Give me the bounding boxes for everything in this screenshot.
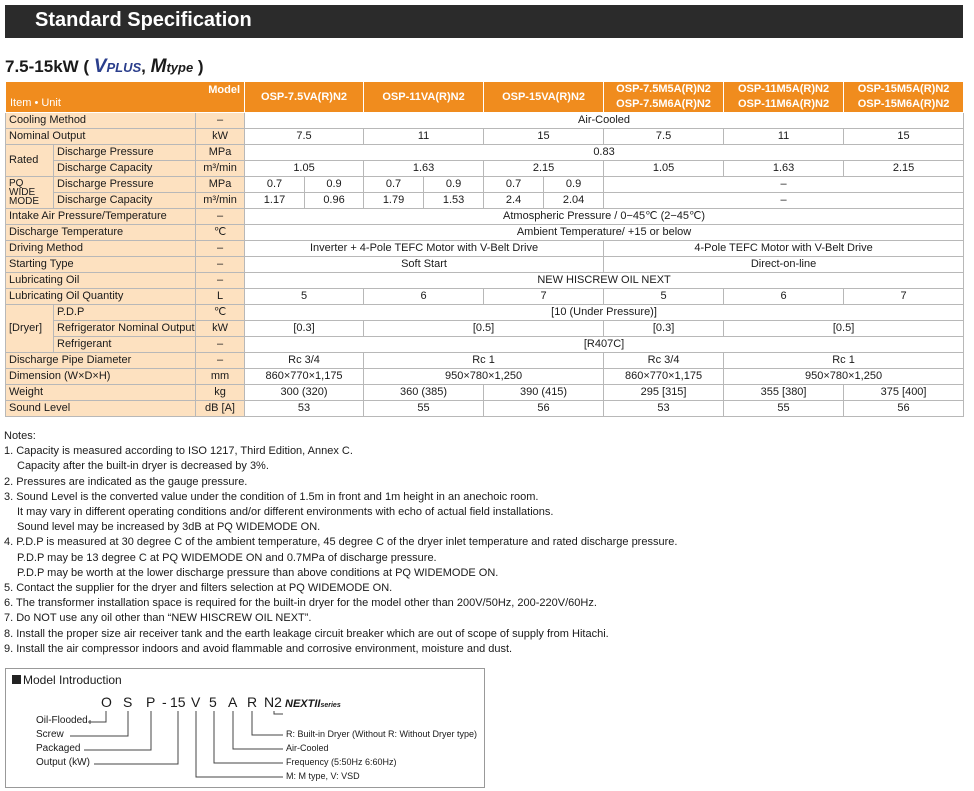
- notes-section: [4, 429, 677, 657]
- code-legend-label: Output (kW): [36, 757, 90, 768]
- table-row: Intake Air Pressure/Temperature – Atmospheric Pressure / 0−45℃ (2−45℃): [6, 209, 964, 225]
- code-legend-label: Screw: [36, 729, 64, 740]
- code-legend-label: R: Built-in Dryer (Without R: Without Dryer type): [286, 729, 478, 739]
- table-row: Discharge Temperature ℃ Ambient Temperature/ +15 or below: [6, 225, 964, 241]
- model-code-char: P: [146, 694, 156, 710]
- table-row: Weight kg 300 (320) 360 (385) 390 (415) 295 [315] 355 [380] 375 [400]: [6, 385, 964, 401]
- model-header: OSP-7.5VA(R)N2: [245, 82, 364, 113]
- model-introduction-box: [5, 668, 485, 788]
- table-row: Driving Method – Inverter + 4-Pole TEFC Motor with V-Belt Drive 4-Pole TEFC Motor with V-Belt Drive: [6, 241, 964, 257]
- note-line: 6. The transformer installation space is required for the built-in dryer for the model other than 200V/50Hz, 200-220V/60Hz.: [4, 597, 597, 610]
- note-line: 1. Capacity is measured according to ISO 1217, Third Edition, Annex C.: [4, 445, 353, 458]
- series-logo: NEXTIIseries: [285, 698, 341, 710]
- model-code-char: -: [162, 694, 167, 710]
- product-range-heading: 7.5-15kW ( VPLUS, Mtype ): [5, 56, 204, 77]
- model-header: OSP-7.5M5A(R)N2 OSP-7.5M6A(R)N2: [604, 82, 724, 113]
- table-row: Discharge Capacity m³/min 1.17 0.96 1.79 1.53 2.4 2.04 –: [6, 193, 964, 209]
- model-code-char: 5: [209, 694, 217, 710]
- note-line: Sound level may be increased by 3dB at PQ WIDEMODE ON.: [17, 521, 321, 534]
- note-line: 2. Pressures are indicated as the gauge pressure.: [4, 475, 248, 488]
- note-line: 5. Contact the supplier for the dryer and filters selection at PQ WIDEMODE ON.: [4, 582, 393, 595]
- model-code-char: V: [191, 694, 201, 710]
- model-code-char: 15: [170, 694, 186, 710]
- model-code-char: R: [247, 694, 258, 710]
- note-line: P.D.P may be 13 degree C at PQ WIDEMODE ON and 0.7MPa of discharge pressure.: [17, 551, 437, 564]
- model-header: OSP-15M5A(R)N2 OSP-15M6A(R)N2: [844, 82, 964, 113]
- model-header: OSP-11VA(R)N2: [364, 82, 484, 113]
- model-code-char: N2: [264, 694, 282, 710]
- header-corner: Model Item • Unit: [6, 82, 245, 113]
- table-row: Refrigerant – [R407C]: [6, 337, 964, 353]
- table-row: Refrigerator Nominal Output kW [0.3] [0.5] [0.3] [0.5]: [6, 321, 964, 337]
- section-title: Standard Specification: [35, 9, 252, 31]
- code-legend-label: Frequency (5:50Hz 6:60Hz): [286, 757, 397, 767]
- model-header: OSP-15VA(R)N2: [484, 82, 604, 113]
- table-row: PQ WIDE MODE Discharge Pressure MPa 0.7 0.9 0.7 0.9 0.7 0.9 –: [6, 177, 964, 193]
- table-row: Lubricating Oil Quantity L 5 6 7 5 6 7: [6, 289, 964, 305]
- note-line: P.D.P may be worth at the lower discharge pressure than above conditions at PQ WIDEMODE ON.: [17, 566, 499, 579]
- note-line: 7. Do NOT use any oil other than “NEW HISCREW OIL NEXT”.: [4, 612, 312, 625]
- table-row: Discharge Pipe Diameter – Rc 3/4 Rc 1 Rc 3/4 Rc 1: [6, 353, 964, 369]
- table-row: Sound Level dB [A] 53 55 56 53 55 56: [6, 401, 964, 417]
- model-introduction-title: Model Introduction: [12, 673, 122, 687]
- note-line: 9. Install the air compressor indoors and avoid flammable and corrosive environment, moisture and dust.: [4, 642, 513, 655]
- table-row: Starting Type – Soft Start Direct-on-line: [6, 257, 964, 273]
- specification-table: [5, 81, 964, 417]
- code-legend-label: Oil-Flooded: [36, 715, 88, 726]
- table-row: [Dryer] P.D.P ℃ [10 (Under Pressure)]: [6, 305, 964, 321]
- note-line: 3. Sound Level is the converted value under the condition of 1.5m in front and 1m height in an anechoic room.: [4, 490, 539, 503]
- note-line: 8. Install the proper size air receiver tank and the earth leakage circuit breaker which are out of scope of supply from Hitachi.: [4, 627, 609, 640]
- table-row: Cooling Method – Air-Cooled: [6, 113, 964, 129]
- note-line: Capacity after the built-in dryer is decreased by 3%.: [17, 460, 269, 473]
- table-row: Discharge Capacity m³/min 1.05 1.63 2.15 1.05 1.63 2.15: [6, 161, 964, 177]
- table-row: Rated Discharge Pressure MPa 0.83: [6, 145, 964, 161]
- code-legend-label: Packaged: [36, 743, 81, 754]
- code-legend-label: Air-Cooled: [286, 743, 329, 753]
- note-line: It may vary in different operating conditions and/or different environments with echo of actual field installations.: [17, 506, 554, 519]
- model-code-char: S: [123, 694, 133, 710]
- code-legend-label: M: M type, V: VSD: [286, 771, 360, 781]
- table-row: Lubricating Oil – NEW HISCREW OIL NEXT: [6, 273, 964, 289]
- model-code-char: O: [101, 694, 112, 710]
- model-code-connector-lines: [6, 669, 484, 787]
- notes-title: Notes:: [4, 430, 36, 442]
- table-row: Nominal Output kW 7.5 11 15 7.5 11 15: [6, 129, 964, 145]
- model-code-char: A: [228, 694, 238, 710]
- table-row: Dimension (W×D×H) mm 860×770×1,175 950×780×1,250 860×770×1,175 950×780×1,250: [6, 369, 964, 385]
- table-header-row: [6, 82, 964, 113]
- model-header: OSP-11M5A(R)N2 OSP-11M6A(R)N2: [724, 82, 844, 113]
- section-header: [5, 5, 963, 38]
- note-line: 4. P.D.P is measured at 30 degree C of the ambient temperature, 45 degree C of the dryer inlet temperature and rated discharge pressure.: [4, 536, 678, 549]
